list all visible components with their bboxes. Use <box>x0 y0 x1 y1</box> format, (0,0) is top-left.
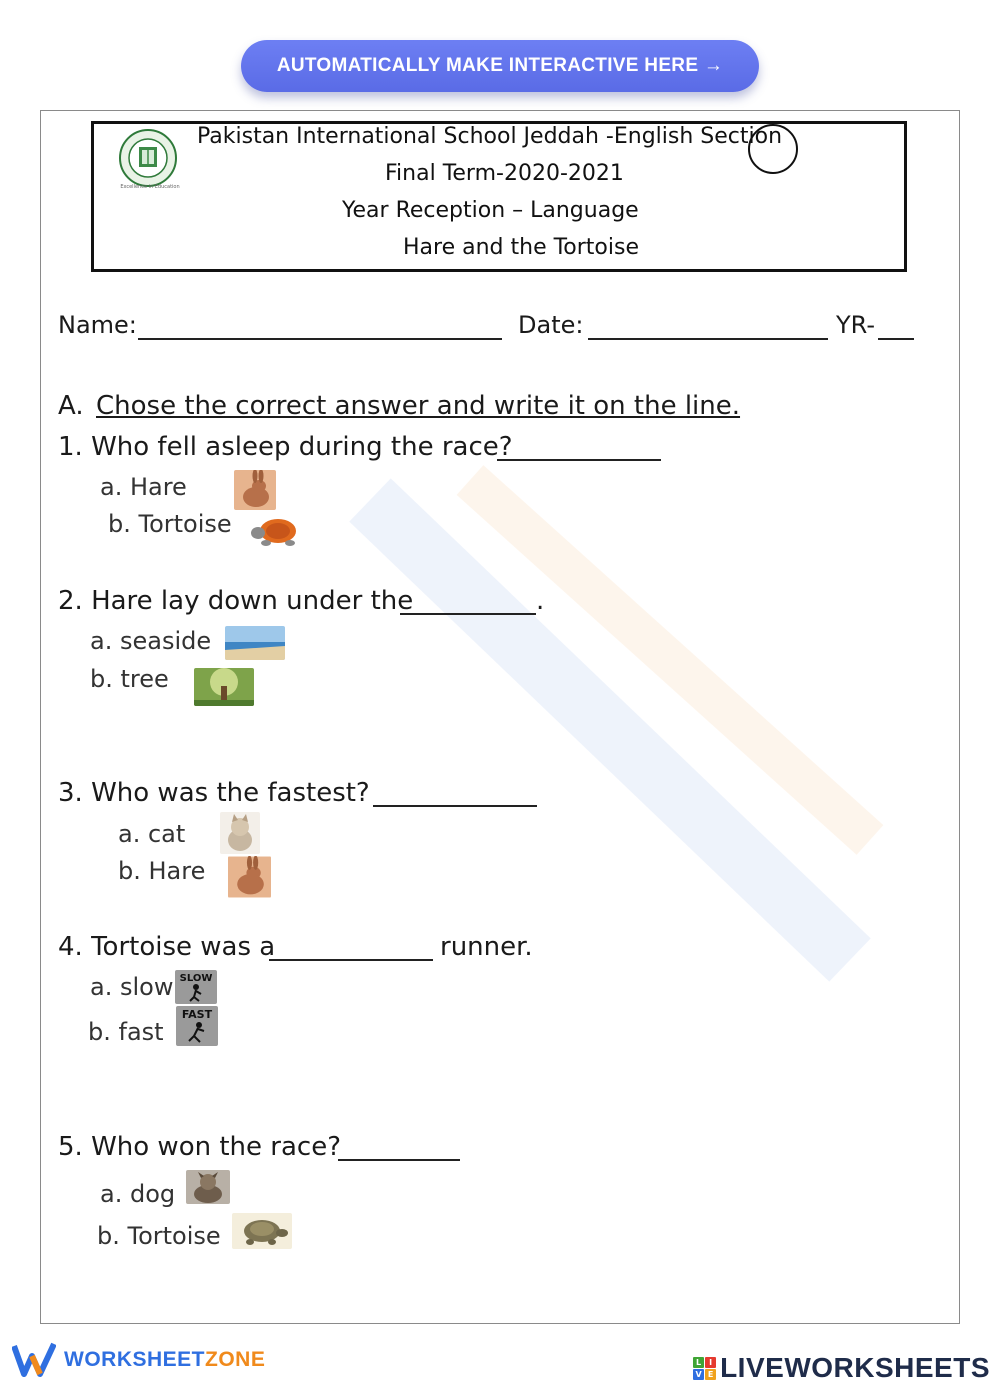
worksheetzone-logo-icon <box>12 1342 56 1378</box>
option-1b: b. Tortoise <box>108 510 232 538</box>
topic-title: Hare and the Tortoise <box>403 235 639 260</box>
hare-icon <box>234 470 276 510</box>
answer-line-5[interactable] <box>338 1159 460 1161</box>
tortoise-icon <box>250 515 304 549</box>
year-field[interactable] <box>878 338 914 340</box>
hare-icon <box>228 856 271 898</box>
answer-line-1[interactable] <box>497 459 661 461</box>
option-2a: a. seaside <box>90 627 212 655</box>
date-field[interactable] <box>588 338 828 340</box>
answer-line-3[interactable] <box>373 805 537 807</box>
worksheetzone-wordmark: WORKSHEETZONE <box>64 1348 266 1371</box>
tortoise-icon <box>232 1213 292 1249</box>
answer-line-4[interactable] <box>269 959 433 961</box>
logo-motto: Excellence in Education <box>120 184 180 190</box>
option-1a: a. Hare <box>100 473 187 501</box>
date-label: Date: <box>518 311 584 339</box>
option-5a: a. dog <box>100 1180 176 1208</box>
fast-sign-icon <box>176 1006 218 1046</box>
liveworksheets-wordmark: LIVEWORKSHEETS <box>720 1352 990 1383</box>
section-instruction: Chose the correct answer and write it on the line. <box>96 391 741 421</box>
section-label: A. <box>58 391 84 421</box>
liveworksheets-brand[interactable] <box>693 1352 990 1384</box>
question-4: 4. Tortoise was a <box>58 932 276 962</box>
option-5b: b. Tortoise <box>97 1222 221 1250</box>
option-4a: a. slow <box>90 973 174 1001</box>
name-field[interactable] <box>138 338 502 340</box>
slow-sign-icon <box>175 970 217 1004</box>
question-1: 1. Who fell asleep during the race? <box>58 432 513 462</box>
dog-image <box>186 1170 230 1204</box>
option-3a: a. cat <box>118 820 186 848</box>
option-3b: b. Hare <box>118 857 206 885</box>
tree-image <box>194 668 254 706</box>
year-label: YR- <box>836 311 876 339</box>
score-circle <box>748 124 798 174</box>
question-3: 3. Who was the fastest? <box>58 778 370 808</box>
question-2-end: . <box>536 586 545 616</box>
liveworksheets-logo-icon: L I V E <box>693 1357 716 1380</box>
question-5: 5. Who won the race? <box>58 1132 341 1162</box>
svg-text:SLOW: SLOW <box>179 973 213 984</box>
make-interactive-button[interactable]: AUTOMATICALLY MAKE INTERACTIVE HERE → <box>241 40 759 92</box>
question-2: 2. Hare lay down under the <box>58 586 414 616</box>
svg-text:FAST: FAST <box>181 1008 213 1021</box>
watermark-graphic <box>330 460 890 1000</box>
option-4b: b. fast <box>88 1018 164 1046</box>
name-label: Name: <box>58 311 137 339</box>
cat-image <box>220 812 260 854</box>
year-subject: Year Reception – Language <box>342 198 639 223</box>
term-title: Final Term-2020-2021 <box>385 161 624 186</box>
seaside-image <box>225 626 285 660</box>
answer-line-2[interactable] <box>400 613 536 615</box>
school-name: Pakistan International School Jeddah -English Section <box>197 124 783 149</box>
option-2b: b. tree <box>90 665 169 693</box>
question-4-end: runner. <box>440 932 533 962</box>
worksheetzone-brand[interactable] <box>12 1342 265 1378</box>
